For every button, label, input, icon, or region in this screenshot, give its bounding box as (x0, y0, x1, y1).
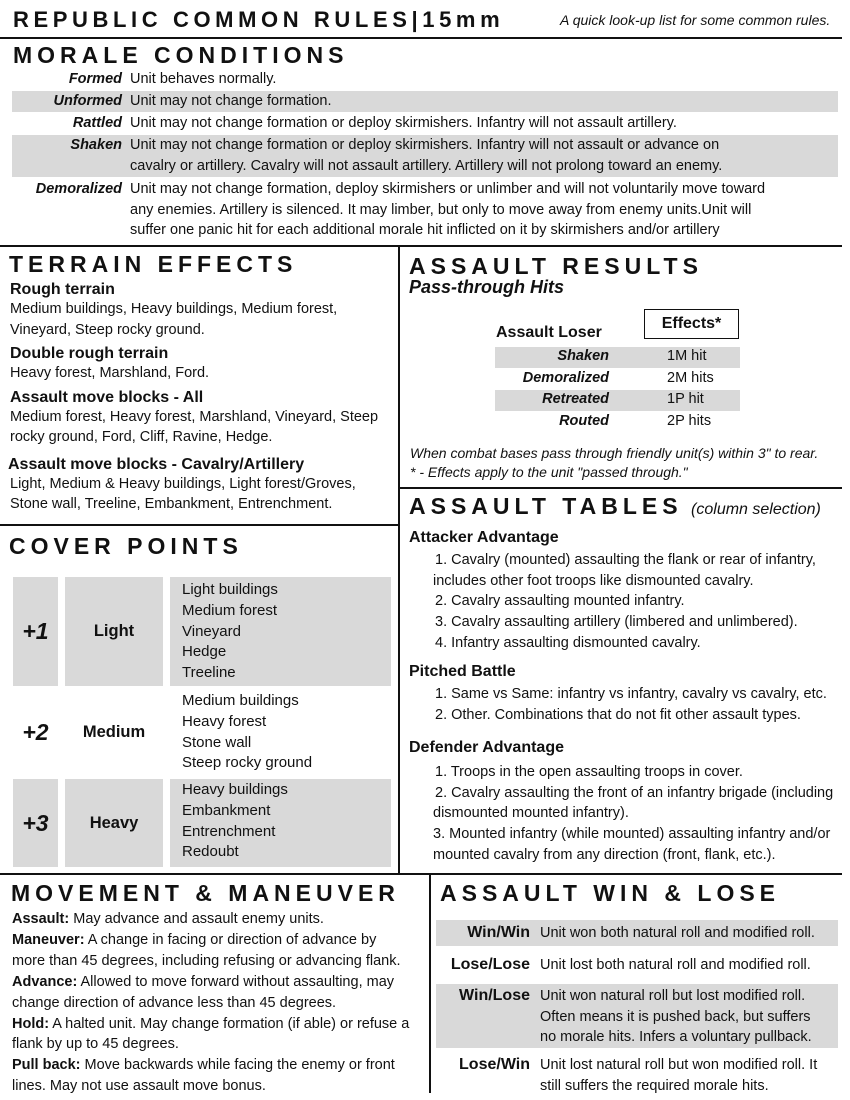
pitched-list: 1. Same vs Same: infantry vs infantry, cavalry vs cavalry, etc. 2. Other. Combinations that do not fit other assault types. (435, 686, 827, 723)
column-divider-lower (429, 873, 431, 1093)
morale-row-shaken (12, 135, 838, 177)
cover-label: Medium (82, 722, 146, 741)
win-lose-row-losewin (436, 1055, 838, 1097)
result-effect: 1P hit (667, 391, 704, 407)
morale-title: MORALE CONDITIONS (13, 42, 349, 68)
page-tagline: A quick look-up list for some common rules. (560, 12, 831, 28)
result-effect: 2P hits (667, 413, 712, 429)
pitched-heading: Pitched Battle (409, 663, 516, 680)
terrain-text: Medium buildings, Heavy buildings, Medium forest, Vineyard, Steep rocky ground. (10, 301, 338, 338)
result-loser: Retreated (542, 391, 609, 407)
result-effect: 2M hits (667, 370, 714, 386)
assault-results-title: ASSAULT RESULTS (409, 253, 703, 279)
assault-tables-heading (409, 495, 821, 519)
morale-name: Demoralized (35, 181, 122, 197)
cover-items: Medium buildings Heavy forest Stone wall Steep rocky ground (182, 692, 313, 772)
win-lose-title: ASSAULT WIN & LOSE (440, 880, 781, 906)
morale-desc: Unit may not change formation or deploy skirmishers. Infantry will not assault artillery. (130, 115, 677, 131)
win-lose-desc: Unit lost natural roll but won modified roll. It still suffers the required morale hits. (540, 1057, 818, 1094)
morale-row-formed (12, 69, 838, 90)
win-lose-desc: Unit lost both natural roll and modified roll. (540, 957, 811, 973)
morale-name: Shaken (70, 137, 122, 153)
morale-name: Formed (68, 71, 122, 87)
win-lose-desc: Unit won natural roll but lost modified roll. Often means it is pushed back, but suffers no morale hits. Infers a voluntary pullback. (540, 988, 812, 1045)
cover-label: Heavy (65, 779, 163, 867)
win-lose-row-winwin (436, 920, 838, 946)
page-title: REPUBLIC COMMON RULES|15mm (13, 7, 505, 32)
morale-row-demoralized (12, 179, 838, 242)
cover-label: Light (65, 577, 163, 686)
terrain-text: Medium forest, Heavy forest, Marshland, Vineyard, Steep rocky ground, Ford, Cliff, Ravine, Hedge. (10, 408, 379, 445)
morale-desc: Unit behaves normally. (130, 71, 277, 87)
terrain-heading: Double rough terrain (10, 345, 169, 362)
terrain-heading: Assault move blocks - Cavalry/Artillery (8, 455, 305, 473)
morale-desc: Unit may not change formation or deploy skirmishers. Infantry will not assault or advance on cavalry or artillery. Cavalry will not assault artillery. Artillery will not prolong toward an enemy. (130, 137, 723, 174)
movement-title: MOVEMENT & MANEUVER (11, 880, 400, 906)
morale-row-unformed (12, 91, 838, 112)
result-loser: Demoralized (522, 370, 609, 386)
defender-list: 1. Troops in the open assaulting troops in cover. 2. Cavalry assaulting the front of an infantry brigade (including dismounted mounted infantry). 3. Mounted infantry (while mounted) assaulting infantry and/or mounted cavalry from any direction (front, flank, etc.). (433, 764, 834, 863)
win-lose-name: Lose/Win (459, 1056, 530, 1073)
terrain-heading: Assault move blocks - All (10, 388, 204, 406)
cover-items: Light buildings Medium forest Vineyard Hedge Treeline (170, 577, 391, 686)
assault-loser-header: Assault Loser (496, 324, 602, 341)
defender-heading: Defender Advantage (409, 739, 564, 756)
win-lose-desc: Unit won both natural roll and modified roll. (540, 924, 815, 941)
header-divider (0, 37, 842, 39)
result-effect: 1M hit (667, 348, 707, 364)
win-lose-row-winlose (436, 984, 838, 1048)
morale-desc: Unit may not change formation, deploy skirmishers or unlimber and will not voluntarily move toward any enemies. Artillery is silenced. It may limber, but only to move away from enemy units.Unit will suffer one panic hit for each additional morale hit inflicted on it by skirmishers and/or artillery (130, 181, 766, 238)
assault-results-subtitle: Pass-through Hits (409, 277, 565, 297)
column-divider-upper (398, 245, 400, 873)
assault-tables-subtitle: (column selection) (691, 501, 821, 518)
morale-name: Unformed (53, 93, 122, 109)
assault-tables-title: ASSAULT TABLES (409, 493, 683, 519)
movement-text: Assault: May advance and assault enemy units. Maneuver: A change in facing or direction of advance by more than 45 degrees, including refusing or advancing flank. Advance: Allowed to move forward without assaulting, may change direction of advance less than 45 degrees. Hold: A halted unit. May change formation (if able) or refuse a flank by up to 45 degrees. Pull back: Move backwards while facing the enemy or front lines. May not use assault move bonus. (12, 911, 410, 1095)
result-loser: Shaken (557, 348, 609, 364)
morale-divider (0, 245, 842, 247)
terrain-text: Heavy forest, Marshland, Ford. (10, 365, 210, 381)
cover-points: +3 (13, 779, 58, 867)
cover-items: Heavy buildings Embankment Entrenchment Redoubt (170, 779, 391, 867)
assault-results-note: When combat bases pass through friendly unit(s) within 3" to rear. * - Effects apply to the unit "passed through." (410, 445, 819, 480)
terrain-title: TERRAIN EFFECTS (9, 251, 298, 277)
result-loser: Routed (559, 413, 609, 429)
win-lose-name: Win/Win (467, 923, 530, 941)
morale-desc: Unit may not change formation. (130, 93, 332, 109)
lower-divider (0, 873, 842, 875)
terrain-heading: Rough terrain (10, 281, 115, 298)
morale-row-rattled (12, 113, 838, 134)
win-lose-name: Lose/Lose (450, 956, 530, 973)
cover-title: COVER POINTS (9, 533, 243, 559)
cover-points: +1 (13, 577, 58, 686)
attacker-list: 1. Cavalry (mounted) assaulting the flank or rear of infantry, includes other foot troops like dismounted cavalry. 2. Cavalry assaulting mounted infantry. 3. Cavalry assaulting artillery (limbered and unlimbered). 4. Infantry assaulting dismounted cavalry. (433, 552, 816, 651)
win-lose-row-loselose (436, 955, 838, 977)
attacker-heading: Attacker Advantage (409, 529, 559, 546)
cover-points: +2 (22, 718, 49, 745)
terrain-divider (0, 524, 400, 526)
terrain-text: Light, Medium & Heavy buildings, Light forest/Groves, Stone wall, Treeline, Embankment, Entrenchment. (10, 475, 356, 512)
assault-results-divider (399, 487, 842, 489)
morale-name: Rattled (72, 115, 122, 131)
win-lose-name: Win/Lose (459, 987, 530, 1004)
effects-header: Effects* (644, 309, 739, 339)
terrain-groups (10, 280, 395, 515)
